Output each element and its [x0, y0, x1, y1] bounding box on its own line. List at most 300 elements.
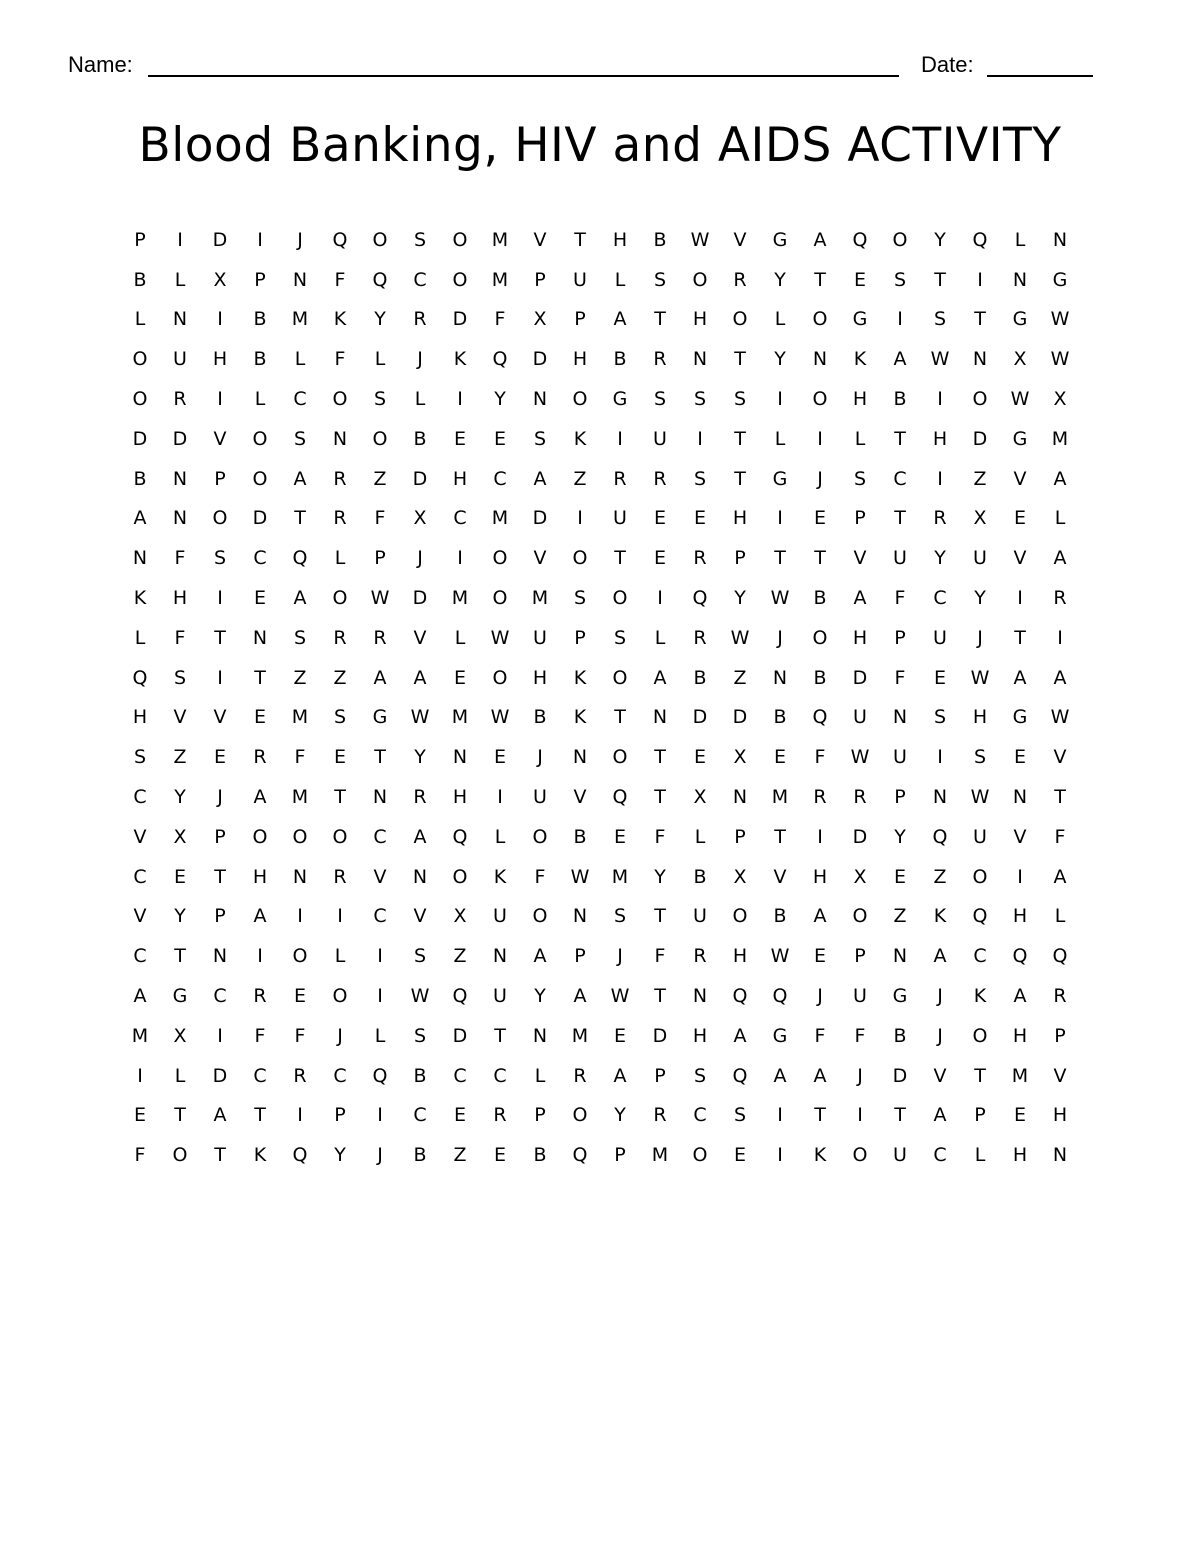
grid-row: [120, 379, 1080, 419]
grid-letter: O: [132, 348, 148, 371]
grid-letter: Z: [333, 666, 347, 689]
grid-letter: B: [253, 308, 267, 331]
grid-letter: O: [372, 427, 388, 450]
grid-letter: A: [613, 1064, 627, 1087]
grid-letter: H: [572, 348, 588, 371]
grid-letter: S: [413, 228, 427, 251]
grid-letter: C: [253, 547, 267, 570]
grid-letter: M: [291, 706, 309, 729]
grid-letter: T: [974, 308, 986, 331]
grid-letter: T: [334, 786, 346, 809]
grid-letter: T: [254, 1104, 266, 1127]
grid-letter: C: [253, 1064, 267, 1087]
grid-letter: E: [653, 547, 666, 570]
grid-letter: P: [614, 1144, 626, 1167]
grid-letter: L: [374, 348, 386, 371]
grid-letter: O: [972, 865, 988, 888]
grid-letter: R: [813, 786, 827, 809]
grid-letter: C: [133, 945, 147, 968]
grid-letter: Z: [373, 467, 387, 490]
grid-letter: D: [132, 427, 148, 450]
grid-letter: E: [773, 746, 786, 769]
grid-letter: L: [614, 268, 626, 291]
grid-letter: D: [412, 467, 428, 490]
grid-letter: H: [612, 228, 628, 251]
grid-letter: O: [612, 746, 628, 769]
grid-row: [120, 339, 1080, 379]
grid-letter: Z: [733, 666, 747, 689]
grid-letter: I: [457, 388, 463, 411]
grid-letter: U: [613, 507, 627, 530]
grid-letter: G: [1012, 706, 1028, 729]
grid-letter: L: [254, 388, 266, 411]
grid-letter: V: [133, 905, 147, 928]
grid-letter: B: [773, 905, 787, 928]
grid-letter: C: [293, 388, 307, 411]
grid-letter: V: [213, 706, 227, 729]
grid-letter: I: [217, 308, 223, 331]
grid-letter: H: [172, 587, 188, 610]
grid-letter: V: [173, 706, 187, 729]
grid-row: [120, 976, 1080, 1016]
grid-letter: Y: [974, 587, 986, 610]
grid-letter: S: [693, 388, 707, 411]
grid-letter: W: [610, 985, 630, 1008]
grid-letter: U: [533, 786, 547, 809]
grid-letter: W: [410, 706, 430, 729]
grid-letter: H: [852, 626, 868, 649]
grid-letter: B: [573, 825, 587, 848]
grid-letter: O: [292, 945, 308, 968]
grid-letter: B: [813, 666, 827, 689]
grid-letter: H: [532, 666, 548, 689]
grid-letter: E: [493, 427, 506, 450]
grid-letter: J: [337, 1024, 343, 1047]
grid-letter: A: [573, 985, 587, 1008]
grid-letter: R: [733, 268, 747, 291]
grid-letter: R: [693, 945, 707, 968]
grid-letter: C: [453, 1064, 467, 1087]
grid-letter: D: [732, 706, 748, 729]
grid-letter: A: [933, 1104, 947, 1127]
grid-letter: E: [813, 945, 826, 968]
grid-letter: Y: [894, 825, 906, 848]
grid-letter: Z: [573, 467, 587, 490]
grid-letter: Y: [414, 746, 426, 769]
grid-letter: Q: [692, 587, 708, 610]
grid-letter: I: [777, 507, 783, 530]
grid-letter: L: [454, 626, 466, 649]
grid-letter: Z: [973, 467, 987, 490]
grid-letter: N: [1012, 786, 1028, 809]
grid-letter: I: [777, 1104, 783, 1127]
grid-letter: E: [1013, 507, 1026, 530]
grid-letter: E: [253, 587, 266, 610]
grid-letter: D: [852, 825, 868, 848]
grid-letter: S: [933, 308, 947, 331]
grid-letter: H: [972, 706, 988, 729]
grid-row: [120, 737, 1080, 777]
grid-letter: F: [294, 1024, 306, 1047]
grid-letter: R: [333, 507, 347, 530]
grid-letter: O: [252, 427, 268, 450]
grid-letter: E: [693, 746, 706, 769]
grid-letter: F: [334, 268, 346, 291]
grid-letter: R: [253, 746, 267, 769]
grid-letter: K: [133, 587, 147, 610]
grid-letter: Q: [372, 268, 388, 291]
grid-letter: G: [772, 1024, 788, 1047]
grid-letter: L: [134, 308, 146, 331]
grid-letter: O: [852, 905, 868, 928]
grid-letter: X: [1053, 388, 1067, 411]
grid-letter: W: [1050, 706, 1070, 729]
grid-letter: E: [493, 746, 506, 769]
grid-letter: W: [930, 348, 950, 371]
grid-letter: R: [173, 388, 187, 411]
grid-letter: A: [413, 666, 427, 689]
grid-letter: Q: [612, 786, 628, 809]
grid-letter: B: [893, 388, 907, 411]
grid-letter: U: [893, 547, 907, 570]
grid-letter: I: [777, 388, 783, 411]
grid-letter: I: [257, 945, 263, 968]
grid-letter: C: [693, 1104, 707, 1127]
grid-letter: M: [1011, 1064, 1029, 1087]
grid-letter: W: [850, 746, 870, 769]
grid-letter: A: [853, 587, 867, 610]
grid-letter: K: [573, 706, 587, 729]
grid-letter: I: [937, 746, 943, 769]
grid-letter: L: [294, 348, 306, 371]
grid-row: [120, 578, 1080, 618]
grid-letter: U: [573, 268, 587, 291]
grid-letter: V: [533, 547, 547, 570]
grid-letter: P: [574, 945, 586, 968]
grid-letter: H: [132, 706, 148, 729]
grid-letter: P: [734, 825, 746, 848]
grid-letter: I: [457, 547, 463, 570]
grid-row: [120, 857, 1080, 897]
grid-letter: O: [212, 507, 228, 530]
grid-letter: A: [1053, 666, 1067, 689]
grid-letter: X: [1013, 348, 1027, 371]
grid-letter: B: [253, 348, 267, 371]
grid-letter: O: [292, 825, 308, 848]
grid-letter: U: [493, 905, 507, 928]
grid-letter: O: [812, 388, 828, 411]
grid-row: [120, 1096, 1080, 1136]
grid-letter: I: [497, 786, 503, 809]
grid-letter: P: [734, 547, 746, 570]
grid-letter: B: [813, 587, 827, 610]
grid-letter: I: [217, 1024, 223, 1047]
grid-letter: S: [733, 388, 747, 411]
grid-letter: Y: [774, 348, 786, 371]
grid-letter: E: [853, 268, 866, 291]
grid-letter: R: [933, 507, 947, 530]
grid-letter: C: [933, 1144, 947, 1167]
grid-letter: N: [1052, 228, 1068, 251]
grid-letter: Q: [292, 1144, 308, 1167]
grid-row: [120, 419, 1080, 459]
grid-letter: T: [374, 746, 386, 769]
grid-letter: T: [1054, 786, 1066, 809]
grid-letter: G: [772, 467, 788, 490]
grid-letter: L: [374, 1024, 386, 1047]
grid-row: [120, 220, 1080, 260]
grid-letter: T: [174, 945, 186, 968]
grid-letter: M: [1051, 427, 1069, 450]
grid-row: [120, 817, 1080, 857]
grid-letter: C: [933, 587, 947, 610]
grid-letter: H: [1052, 1104, 1068, 1127]
grid-letter: T: [814, 268, 826, 291]
grid-letter: H: [852, 388, 868, 411]
grid-letter: L: [414, 388, 426, 411]
grid-letter: N: [372, 786, 388, 809]
grid-letter: S: [533, 427, 547, 450]
grid-letter: K: [253, 1144, 267, 1167]
grid-letter: L: [1014, 228, 1026, 251]
grid-letter: N: [1052, 1144, 1068, 1167]
grid-letter: A: [253, 905, 267, 928]
grid-letter: F: [654, 825, 666, 848]
grid-letter: I: [297, 905, 303, 928]
grid-letter: B: [413, 1144, 427, 1167]
grid-letter: C: [893, 467, 907, 490]
grid-letter: R: [1053, 587, 1067, 610]
grid-letter: E: [293, 985, 306, 1008]
grid-letter: L: [334, 945, 346, 968]
grid-letter: O: [812, 626, 828, 649]
grid-letter: Y: [494, 388, 506, 411]
grid-letter: E: [253, 706, 266, 729]
grid-letter: D: [212, 228, 228, 251]
grid-letter: X: [533, 308, 547, 331]
grid-letter: Y: [174, 786, 186, 809]
grid-letter: T: [654, 985, 666, 1008]
grid-letter: N: [652, 706, 668, 729]
grid-letter: W: [730, 626, 750, 649]
grid-letter: E: [133, 1104, 146, 1127]
grid-letter: I: [297, 1104, 303, 1127]
grid-letter: M: [451, 587, 469, 610]
grid-letter: O: [252, 467, 268, 490]
grid-row: [120, 300, 1080, 340]
grid-letter: I: [257, 228, 263, 251]
grid-letter: V: [573, 786, 587, 809]
grid-letter: P: [254, 268, 266, 291]
grid-letter: Z: [893, 905, 907, 928]
grid-letter: U: [173, 348, 187, 371]
grid-letter: Z: [293, 666, 307, 689]
grid-letter: R: [573, 1064, 587, 1087]
grid-letter: N: [892, 706, 908, 729]
grid-letter: O: [372, 228, 388, 251]
grid-letter: L: [1054, 905, 1066, 928]
grid-letter: Q: [372, 1064, 388, 1087]
grid-letter: I: [177, 228, 183, 251]
grid-letter: D: [692, 706, 708, 729]
grid-letter: V: [533, 228, 547, 251]
grid-letter: R: [293, 1064, 307, 1087]
grid-letter: C: [413, 1104, 427, 1127]
grid-letter: R: [253, 985, 267, 1008]
grid-letter: V: [373, 865, 387, 888]
grid-letter: N: [532, 388, 548, 411]
grid-letter: Q: [972, 228, 988, 251]
grid-letter: T: [574, 228, 586, 251]
grid-letter: O: [972, 388, 988, 411]
grid-letter: I: [817, 825, 823, 848]
grid-letter: C: [213, 985, 227, 1008]
grid-letter: N: [332, 427, 348, 450]
grid-letter: P: [534, 268, 546, 291]
grid-letter: K: [493, 865, 507, 888]
grid-letter: N: [292, 268, 308, 291]
grid-letter: X: [733, 865, 747, 888]
grid-letter: T: [654, 786, 666, 809]
grid-row: [120, 618, 1080, 658]
grid-letter: N: [172, 507, 188, 530]
grid-letter: C: [133, 786, 147, 809]
grid-letter: O: [852, 1144, 868, 1167]
grid-letter: A: [893, 348, 907, 371]
grid-letter: P: [374, 547, 386, 570]
grid-letter: J: [977, 626, 983, 649]
grid-letter: I: [577, 507, 583, 530]
grid-letter: G: [1012, 427, 1028, 450]
grid-letter: F: [894, 666, 906, 689]
grid-letter: M: [491, 507, 509, 530]
grid-letter: D: [452, 1024, 468, 1047]
grid-letter: U: [933, 626, 947, 649]
grid-letter: H: [1012, 1144, 1028, 1167]
grid-letter: S: [693, 1064, 707, 1087]
grid-letter: M: [651, 1144, 669, 1167]
grid-letter: N: [132, 547, 148, 570]
grid-letter: O: [132, 388, 148, 411]
grid-letter: N: [812, 348, 828, 371]
grid-row: [120, 1135, 1080, 1175]
grid-letter: D: [972, 427, 988, 450]
grid-letter: O: [732, 308, 748, 331]
grid-letter: X: [733, 746, 747, 769]
grid-letter: A: [253, 786, 267, 809]
grid-letter: T: [174, 1104, 186, 1127]
grid-letter: M: [491, 268, 509, 291]
grid-letter: Z: [453, 945, 467, 968]
grid-letter: N: [572, 905, 588, 928]
grid-letter: S: [653, 388, 667, 411]
grid-letter: D: [852, 666, 868, 689]
grid-letter: L: [1054, 507, 1066, 530]
grid-letter: P: [894, 626, 906, 649]
grid-letter: V: [1053, 1064, 1067, 1087]
grid-row: [120, 698, 1080, 738]
grid-letter: E: [653, 507, 666, 530]
grid-letter: O: [332, 825, 348, 848]
grid-letter: J: [217, 786, 223, 809]
grid-letter: K: [453, 348, 467, 371]
grid-letter: S: [373, 388, 387, 411]
grid-letter: Q: [572, 1144, 588, 1167]
grid-letter: T: [494, 1024, 506, 1047]
grid-letter: A: [813, 228, 827, 251]
grid-letter: E: [613, 825, 626, 848]
grid-letter: P: [214, 467, 226, 490]
grid-letter: Q: [492, 348, 508, 371]
grid-letter: A: [293, 467, 307, 490]
grid-letter: D: [172, 427, 188, 450]
grid-letter: W: [1050, 348, 1070, 371]
grid-letter: U: [893, 1144, 907, 1167]
grid-letter: S: [653, 268, 667, 291]
grid-letter: L: [774, 308, 786, 331]
grid-letter: Q: [452, 825, 468, 848]
grid-letter: W: [770, 945, 790, 968]
grid-letter: B: [133, 268, 147, 291]
grid-letter: T: [734, 467, 746, 490]
grid-letter: N: [412, 865, 428, 888]
grid-letter: M: [131, 1024, 149, 1047]
grid-letter: N: [492, 945, 508, 968]
grid-letter: A: [1053, 865, 1067, 888]
grid-letter: T: [1014, 626, 1026, 649]
grid-letter: F: [254, 1024, 266, 1047]
grid-letter: B: [693, 666, 707, 689]
grid-letter: I: [377, 945, 383, 968]
grid-letter: X: [213, 268, 227, 291]
grid-letter: N: [1012, 268, 1028, 291]
grid-letter: O: [332, 985, 348, 1008]
date-label: Date:: [921, 52, 974, 77]
grid-letter: K: [973, 985, 987, 1008]
grid-letter: J: [617, 945, 623, 968]
grid-letter: P: [854, 945, 866, 968]
grid-letter: I: [857, 1104, 863, 1127]
grid-letter: I: [937, 467, 943, 490]
grid-letter: T: [774, 547, 786, 570]
grid-letter: F: [334, 348, 346, 371]
grid-letter: Q: [1052, 945, 1068, 968]
grid-row: [120, 1056, 1080, 1096]
grid-letter: H: [212, 348, 228, 371]
grid-row: [120, 777, 1080, 817]
grid-letter: O: [172, 1144, 188, 1167]
grid-letter: B: [133, 467, 147, 490]
grid-letter: X: [693, 786, 707, 809]
grid-letter: J: [857, 1064, 863, 1087]
date-line: [987, 75, 1093, 77]
grid-letter: U: [533, 626, 547, 649]
grid-letter: E: [693, 507, 706, 530]
grid-letter: R: [653, 348, 667, 371]
grid-letter: V: [213, 427, 227, 450]
grid-letter: M: [491, 228, 509, 251]
grid-letter: W: [490, 706, 510, 729]
grid-letter: E: [453, 1104, 466, 1127]
grid-letter: Z: [173, 746, 187, 769]
grid-letter: T: [734, 348, 746, 371]
grid-letter: J: [777, 626, 783, 649]
name-label: Name:: [68, 52, 133, 77]
grid-letter: W: [490, 626, 510, 649]
grid-letter: L: [174, 268, 186, 291]
grid-letter: K: [573, 666, 587, 689]
grid-letter: I: [217, 587, 223, 610]
